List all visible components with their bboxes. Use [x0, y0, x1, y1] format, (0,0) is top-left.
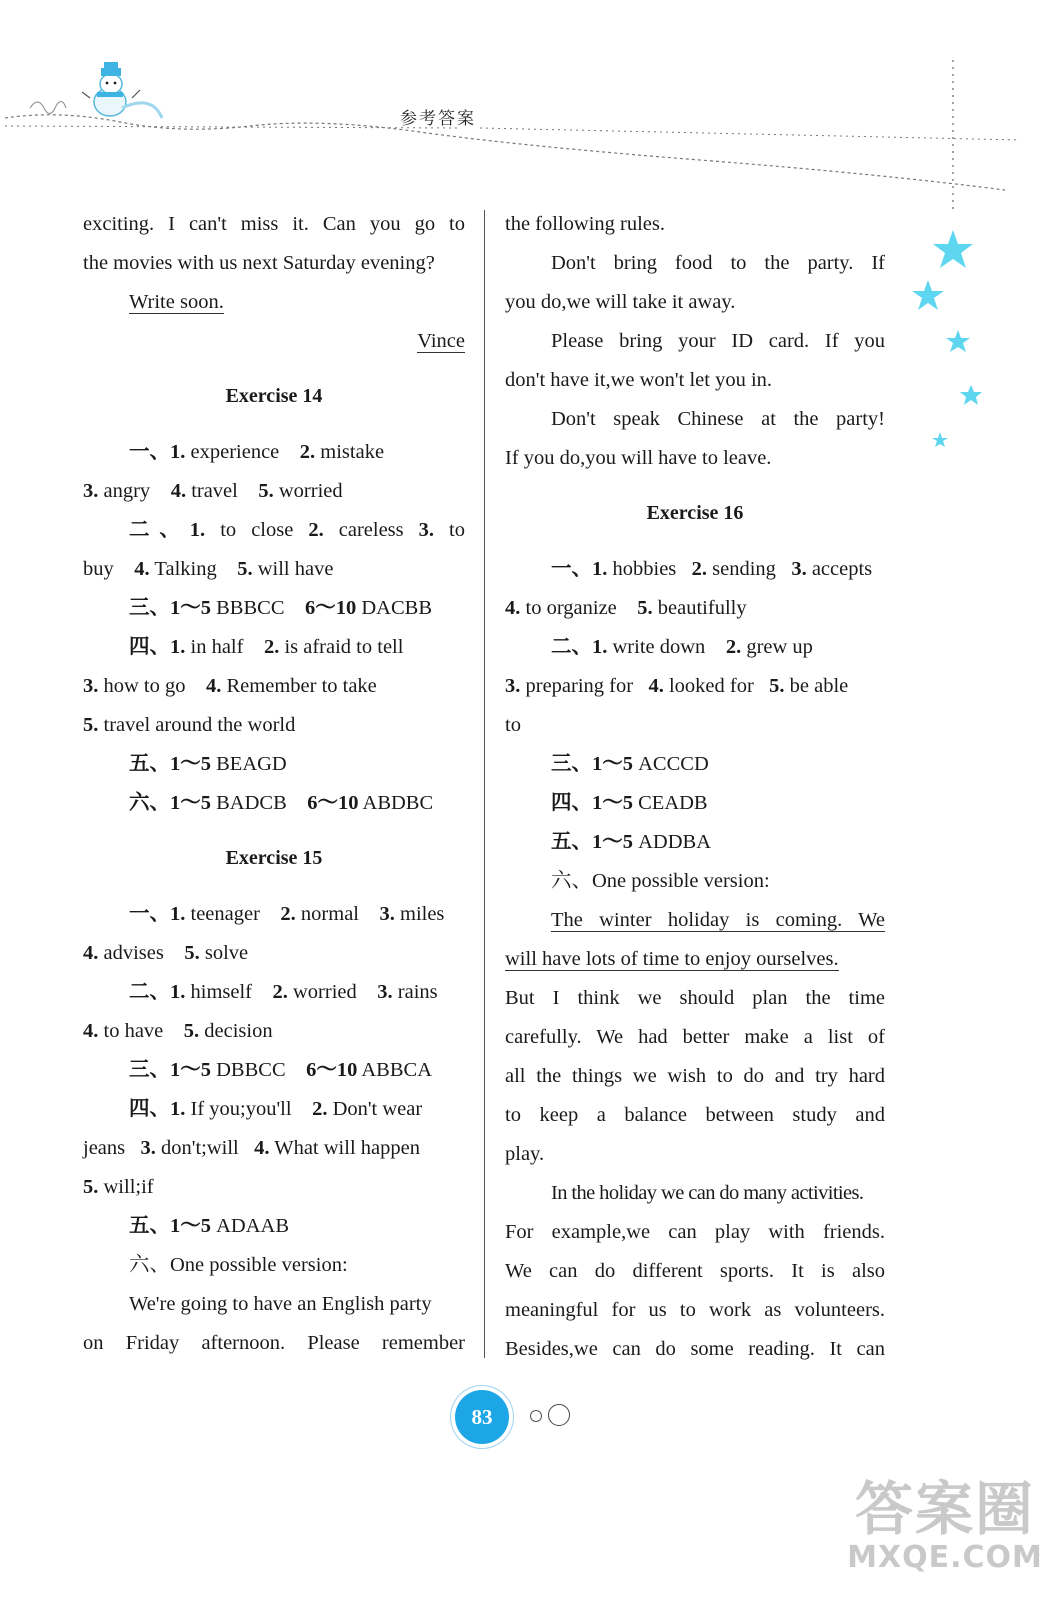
essay-line: meaningful for us to work as volunteers. [505, 1299, 885, 1321]
essay-line: you do,we will take it away. [505, 291, 736, 313]
essay-line: Please bring your ID card. If you [551, 330, 885, 352]
star-icon [933, 230, 973, 268]
star-icon [960, 385, 982, 405]
answer-line: to [505, 714, 521, 736]
answer-line: 二、1. to close 2. careless 3. to [129, 519, 466, 541]
answer-line: 五、1～5 ADDBA [551, 831, 712, 853]
essay-line: carefully. We had better make a list of [505, 1026, 885, 1048]
essay-line: In the holiday we can do many activities. [551, 1182, 864, 1204]
star-icon [912, 280, 944, 310]
answer-line: buy 4. Talking 5. will have [83, 558, 334, 580]
answer-line: 四、1～5 CEADB [551, 792, 708, 814]
essay-line: Besides,we can do some reading. It can [505, 1338, 885, 1360]
answer-line: 四、1. in half 2. is afraid to tell [129, 636, 404, 658]
header-decoration [0, 0, 1050, 210]
star-icon [932, 432, 948, 447]
exercise-16-title: Exercise 16 [646, 502, 744, 524]
answer-line: 3. angry 4. travel 5. worried [83, 480, 343, 502]
answer-line: 4. to have 5. decision [83, 1020, 273, 1042]
essay-line: But I think we should plan the time [505, 987, 885, 1009]
essay-line: If you do,you will have to leave. [505, 447, 772, 469]
answer-line: 一、1. teenager 2. normal 3. miles [129, 903, 445, 925]
answer-line: 三、1～5 ACCCD [551, 753, 709, 775]
essay-line: all the things we wish to do and try hard [505, 1065, 885, 1087]
answer-line: 二、1. write down 2. grew up [551, 636, 813, 658]
snowman-icon [82, 62, 162, 118]
essay-line: For example,we can play with friends. [505, 1221, 885, 1243]
answer-line: 三、1～5 BBBCC 6～10 DACBB [129, 597, 433, 619]
answer-line: 3. preparing for 4. looked for 5. be able [505, 675, 849, 697]
circle-icon [530, 1410, 542, 1422]
answer-line: 六、1～5 BADCB 6～10 ABDBC [129, 792, 434, 814]
right-column [505, 205, 885, 1369]
stars-decoration [900, 220, 1000, 460]
answer-line: 5. travel around the world [83, 714, 296, 736]
answer-line: 一、1. experience 2. mistake [129, 441, 385, 463]
essay-line: We can do different sports. It is also [505, 1260, 885, 1282]
exercise-15-title: Exercise 15 [225, 847, 323, 869]
page-number: 83 [455, 1390, 509, 1444]
star-icon [946, 330, 970, 352]
watermark-logo [845, 1475, 1045, 1593]
answer-line: jeans 3. don't;will 4. What will happen [83, 1137, 420, 1159]
answer-line: 3. how to go 4. Remember to take [83, 675, 377, 697]
essay-line: Don't bring food to the party. If [551, 252, 885, 274]
answer-line: 4. advises 5. solve [83, 942, 249, 964]
essay-line: The winter holiday is coming. We [551, 909, 885, 931]
essay-line: on Friday afternoon. Please remember [83, 1332, 465, 1354]
answer-line: 六、One possible version: [551, 870, 770, 892]
exercise-14-title: Exercise 14 [225, 385, 323, 407]
watermark-text: 答案圈 [854, 1475, 1035, 1543]
closing-line: Write soon. [129, 291, 224, 313]
answer-line: 五、1～5 BEAGD [129, 753, 287, 775]
essay-line: will have lots of time to enjoy ourselves. [505, 948, 839, 970]
answer-line: 5. will;if [83, 1176, 154, 1198]
answer-line: 四、1. If you;you'll 2. Don't wear [129, 1098, 423, 1120]
essay-line: to keep a balance between study and [505, 1104, 885, 1126]
answer-line: 4. to organize 5. beautifully [505, 597, 747, 619]
text-line: the movies with us next Saturday evening? [83, 252, 435, 274]
answer-line: 六、One possible version: [129, 1254, 348, 1276]
watermark-url: MXQE.COM [847, 1540, 1043, 1575]
answer-line: 一、1. hobbies 2. sending 3. accepts [551, 558, 873, 580]
essay-line: We're going to have an English party [129, 1293, 432, 1315]
circle-icon [548, 1404, 570, 1426]
page-title: 参考答案 [400, 109, 476, 129]
answer-line: 二、1. himself 2. worried 3. rains [129, 981, 438, 1003]
essay-line: play. [505, 1143, 545, 1165]
left-column [83, 205, 465, 1363]
answer-line: 三、1～5 DBBCC 6～10 ABBCA [129, 1059, 432, 1081]
signature: Vince [417, 330, 465, 352]
text-line: exciting. I can't miss it. Can you go to [83, 213, 465, 235]
essay-line: don't have it,we won't let you in. [505, 369, 773, 391]
essay-line: Don't speak Chinese at the party! [551, 408, 885, 430]
essay-line: the following rules. [505, 213, 665, 235]
column-divider [484, 210, 485, 1358]
answer-line: 五、1～5 ADAAB [129, 1215, 290, 1237]
